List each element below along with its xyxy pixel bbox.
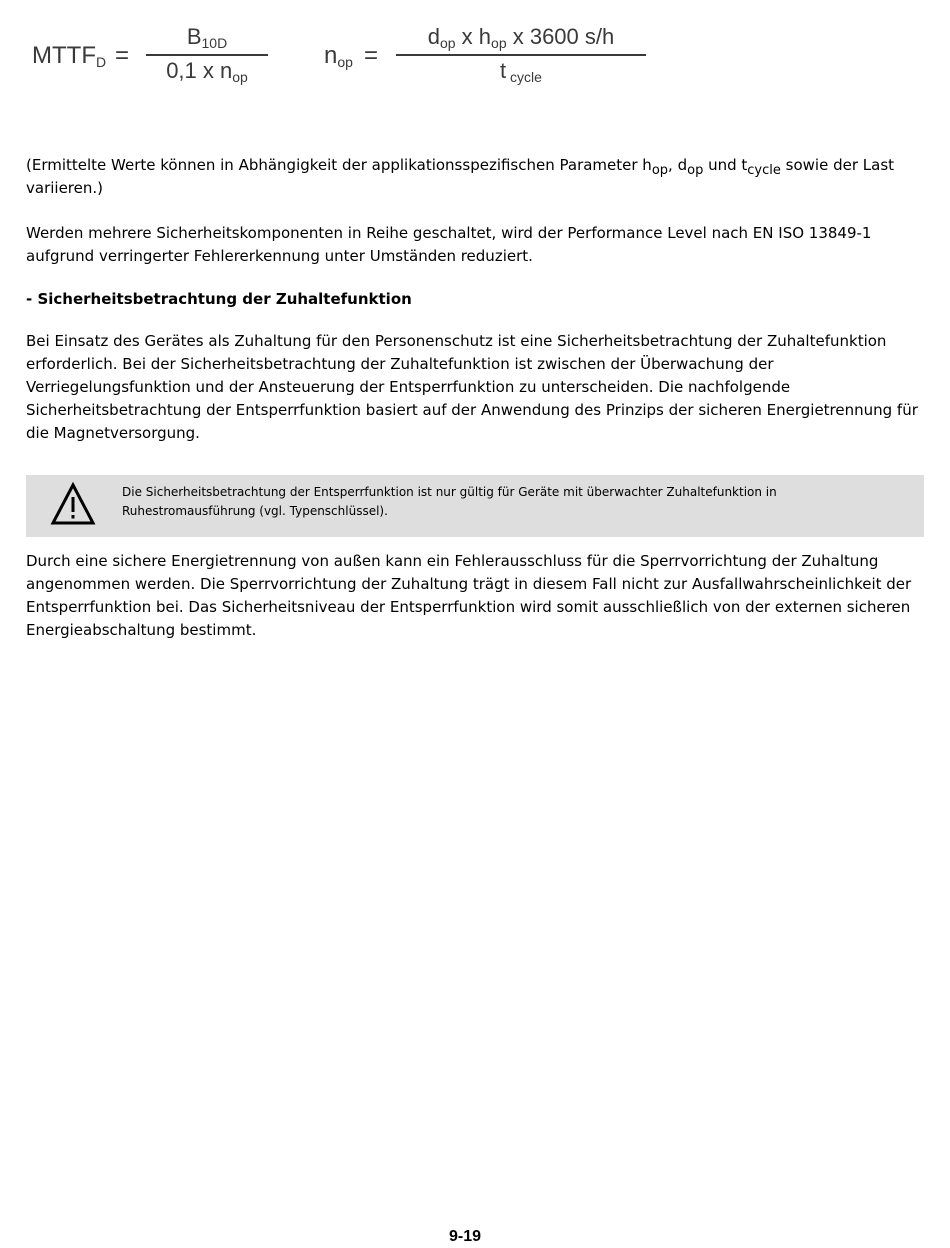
locking-paragraph: Bei Einsatz des Gerätes als Zuhaltung für den Personenschutz ist eine Sicherheitsbetrachtung der Zuhaltefunktion erforderlich. Bei der Sicherheitsbetrachtung der Zuhaltefunktion ist zwischen der Überwachung der Verriegelungsfunktion und der Ansteuerung der Entsperrfunktion zu unterscheiden. Die nachfolgende Sicherheitsbetrachtung der Entsperrfunktion basiert auf der Anwendung des Prinzips der sicheren Energietrennung für die Magnetversorgung. <box>26 332 918 442</box>
mttf-lhs <box>32 42 106 70</box>
section-heading: - Sicherheitsbetrachtung der Zuhaltefunktion <box>26 290 412 308</box>
nop-denominator <box>396 58 646 85</box>
nop-lhs <box>324 42 353 70</box>
equals-sign: = <box>115 42 130 69</box>
warning-notice <box>26 475 924 537</box>
warning-triangle-icon <box>50 481 96 527</box>
equals-sign: = <box>364 42 379 69</box>
mttf-numerator <box>146 24 268 51</box>
series-paragraph: Werden mehrere Sicherheitskomponenten in Reihe geschaltet, wird der Performance Level nach EN ISO 13849-1 aufgrund verringerter Fehlererkennung unter Umständen reduziert. <box>26 224 872 265</box>
nop-symbol: n <box>324 42 338 69</box>
tcycle-subscript: cycle <box>506 69 542 85</box>
hop-subscript: op <box>491 35 507 51</box>
page-number: 9-19 <box>448 1228 482 1245</box>
note-text: , d <box>668 156 688 174</box>
dop-symbol: d <box>427 24 440 49</box>
note-text: und t <box>703 156 748 174</box>
note-paragraph <box>26 154 926 200</box>
mttf-formula <box>30 24 280 94</box>
mttf-subscript: D <box>95 54 107 70</box>
b10d-subscript: 10D <box>201 35 228 51</box>
fraction-bar <box>146 54 268 56</box>
warning-text: Die Sicherheitsbetrachtung der Entsperrfunktion ist nur gültig für Geräte mit überwachter Zuhaltefunktion in Ruhestromausführung (vgl. Typenschlüssel). <box>122 485 777 518</box>
nop-numerator <box>396 24 646 51</box>
seconds-factor: x 3600 s/h <box>506 24 615 49</box>
b10d-symbol: B <box>186 24 202 49</box>
nop-subscript: op <box>232 69 248 85</box>
formula-row <box>30 24 670 94</box>
fraction-bar <box>396 54 646 56</box>
hop-symbol: x h <box>455 24 492 49</box>
dop-subscript: op <box>439 35 456 51</box>
nop-factor: 0,1 x n <box>166 58 233 83</box>
mttf-symbol: MTTF <box>32 42 96 69</box>
nop-lhs-subscript: op <box>337 54 353 70</box>
nop-formula <box>324 24 674 94</box>
mttf-denominator <box>146 58 268 85</box>
dop-subscript: op <box>687 163 704 178</box>
tcycle-symbol: t <box>500 58 507 83</box>
note-text: sowie der Last variieren.) <box>26 156 895 197</box>
hop-subscript: op <box>651 163 669 178</box>
tcycle-subscript: cycle <box>747 163 781 178</box>
note-text: (Ermittelte Werte können in Abhängigkeit der applikationsspezifischen Parameter h <box>26 156 652 174</box>
energy-separation-paragraph: Durch eine sichere Energietrennung von außen kann ein Fehlerausschluss für die Sperrvorrichtung der Zuhaltung angenommen werden. Die Sperrvorrichtung der Zuhaltung trägt in diesem Fall nicht zur Ausfallwahrscheinlichkeit der Entsperrfunktion bei. Das Sicherheitsniveau der Entsperrfunktion wird somit ausschließlich von der externen sicheren Energieabschaltung bestimmt. <box>26 552 912 639</box>
